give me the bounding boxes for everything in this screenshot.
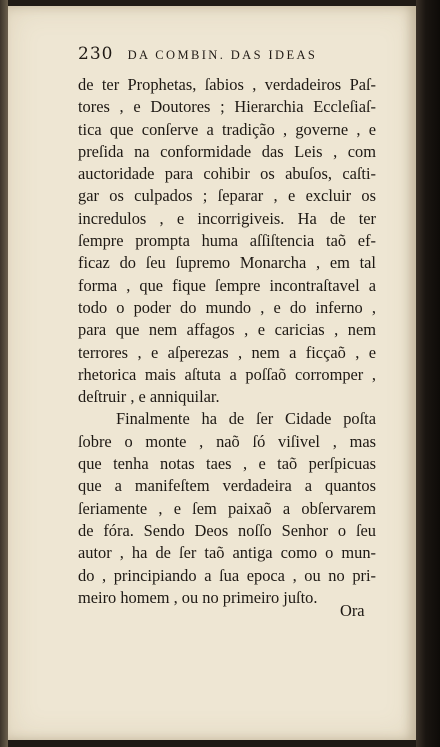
text-line: preſida na conformidade das Leis , com [78,141,376,161]
text-line: forma , que fique ſempre incontraſtavel a [78,275,376,295]
text-line: para que nem affagos , e caricias , nem [78,320,376,340]
book-gutter [416,0,440,747]
text-line: autor , ha de ſer taõ antiga como o mun- [78,543,376,563]
text-line: todo o poder do mundo , e do inferno , [78,297,376,317]
text-line: ſempre prompta huma aſſiſtencia taõ ef- [78,231,376,251]
text-line: gar os culpados ; ſeparar , e excluir os [78,186,376,206]
text-line: do , principiando a ſua epoca , ou no pri- [78,565,376,585]
left-page-edge [0,0,8,747]
catchword: Ora [340,601,365,620]
text-line: incredulos , e incorrigiveis. Ha de ter [78,208,376,228]
text-line: deſtruir , e anniquilar. [78,387,220,407]
text-line: tica que conſerve a tradição , governe , e [78,119,376,139]
text-line: Finalmente ha de ſer Cidade poſta [116,409,376,429]
running-title: DA COMBIN. DAS IDEAS [127,48,318,62]
text-line: tores , e Doutores ; Hierarchia Eccleſiaſ- [78,97,376,117]
text-line: terrores , e aſperezas , nem a ficçaõ , e [78,342,376,362]
text-line: que a manifeſtem verdadeira a quantos [78,476,376,496]
text-line: ficaz do ſeu ſupremo Monarcha , em tal [78,253,376,273]
page-number: 230 [78,44,114,64]
text-line: de ter Prophetas, ſabios , verdadeiros Paſ- [78,75,376,94]
page-header [78,44,378,68]
text-line: ſeriamente , e ſem paixaõ a obſervarem [78,498,376,518]
text-line: meiro homem , ou no primeiro juſto. [78,587,318,607]
text-line: de fóra. Sendo Deos noſſo Senhor o ſeu [78,520,376,540]
body-text [78,74,376,609]
text-line: ſobre o monte , naõ ſó viſivel , mas [78,431,376,451]
text-line: auctoridade para cohibir os abuſos, caſti- [78,164,376,184]
text-line: rhetorica mais aſtuta a poſſaõ corromper , [78,364,376,384]
text-line: que tenha notas taes , e taõ perſpicuas [78,454,376,474]
